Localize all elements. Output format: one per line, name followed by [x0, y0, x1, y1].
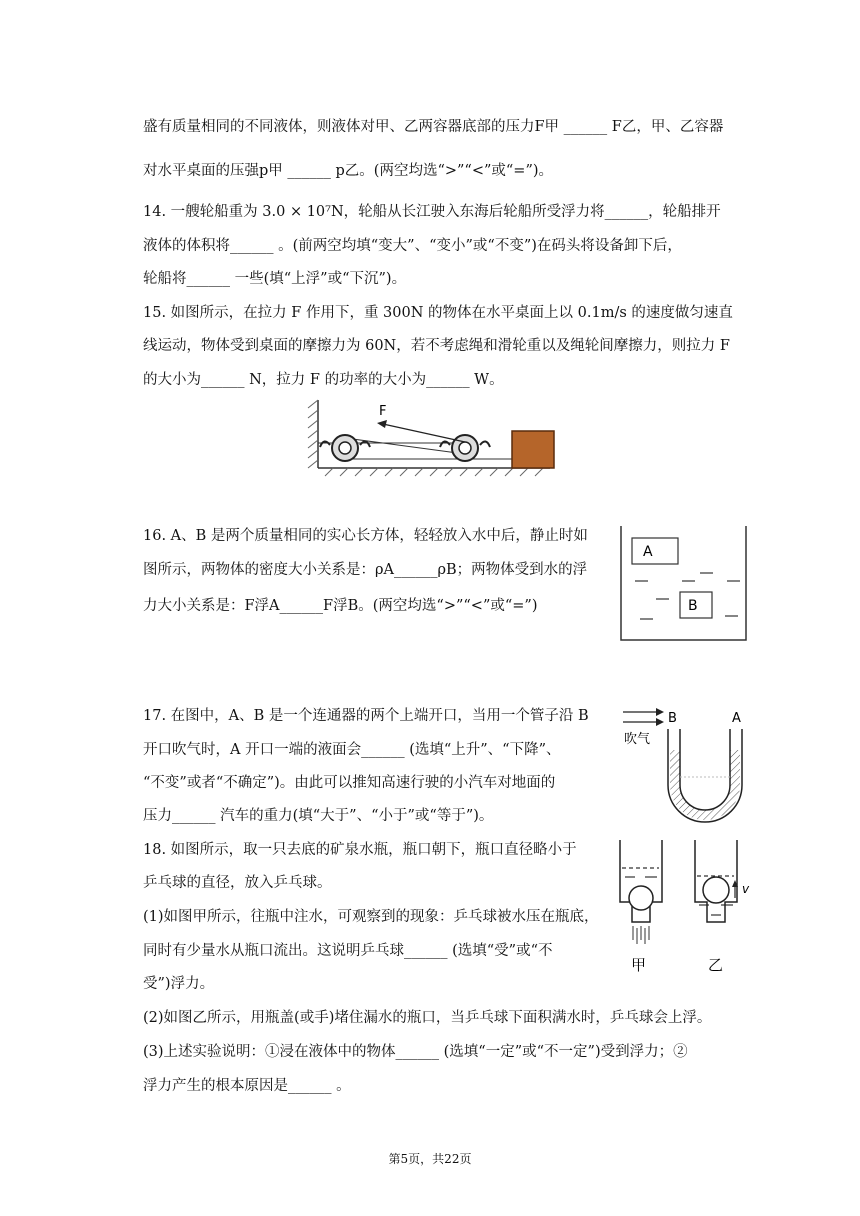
q14-line-2: 液体的体积将______ 。(前两空均填“变大”、“变小”或“不变”)在码头将设备卸下后，	[143, 238, 682, 254]
q17-line-3: “不变”或者“不确定”)。由此可以推知高速行驶的小汽车对地面的	[143, 775, 556, 791]
q15-line-1: 15. 如图所示，在拉力 F 作用下，重 300N 的物体在水平桌面上以 0.1m/s 的速度做匀速直	[143, 305, 733, 321]
q18-line-5: 受”)浮力。	[143, 976, 215, 992]
bottle-left	[620, 840, 662, 974]
q18-line-8: 浮力产生的根本原因是______ 。	[143, 1078, 351, 1094]
opening-a-label: A	[732, 711, 741, 726]
q15-line-2: 线运动，物体受到桌面的摩擦力为 60N，若不考虑绳和滑轮重以及绳轮间摩擦力，则拉力 F	[143, 338, 730, 354]
bottle-right	[695, 840, 750, 974]
q16-line-2: 图所示，两物体的密度大小关系是：ρA______ρB；两物体受到水的浮	[143, 562, 588, 578]
u-tube-figure	[620, 705, 760, 830]
block-b-label: B	[688, 598, 698, 614]
q14-line-1: 14. 一艘轮船重为 3.0 × 10⁷N，轮船从长江驶入东海后轮船所受浮力将______，轮船排开	[143, 204, 721, 220]
q18-line-7: (3)上述实验说明：①浸在液体中的物体______ (选填“一定”或“不一定”)受到浮力；②	[143, 1044, 688, 1060]
q18-line-3: (1)如图甲所示，往瓶中注水，可观察到的现象：乒乓球被水压在瓶底，	[143, 909, 599, 925]
blocks-in-water-figure	[620, 526, 748, 642]
q18-line-4: 同时有少量水从瓶口流出。这说明乒乓球______ (选填“受”或“不	[143, 943, 553, 959]
bottles-figure	[615, 840, 765, 980]
q15-line-3: 的大小为______ N，拉力 F 的功率的大小为______ W。	[143, 372, 504, 388]
bottle-right-label: 乙	[708, 956, 724, 974]
q17-line-2: 开口吹气时，A 开口一端的液面会______ (选填“上升”、“下降”、	[143, 742, 561, 758]
q18-line-2: 乒乓球的直径，放入乒乓球。	[143, 875, 332, 891]
q17-line-4: 压力______ 汽车的重力(填“大于”、“小于”或“等于”)。	[143, 808, 494, 824]
q13-line-1: 盛有质量相同的不同液体，则液体对甲、乙两容器底部的压力F甲 ______ F乙，甲、乙容器	[143, 119, 724, 135]
q16-line-3: 力大小关系是：F浮A______F浮B。(两空均选“>”“<”或“=”)	[143, 598, 538, 614]
blow-label: 吹气	[624, 732, 651, 747]
q18-line-1: 18. 如图所示，取一只去底的矿泉水瓶，瓶口朝下，瓶口直径略小于	[143, 842, 577, 858]
q17-line-1: 17. 在图中，A、B 是一个连通器的两个上端开口，当用一个管子沿 B	[143, 708, 589, 724]
pulley-figure	[305, 398, 550, 480]
q14-line-3: 轮船将______ 一些(填“上浮”或“下沉”)。	[143, 271, 407, 287]
page-footer: 第5页，共22页	[388, 1152, 472, 1166]
block-a-label: A	[643, 544, 653, 560]
q16-line-1: 16. A、B 是两个质量相同的实心长方体，轻轻放入水中后，静止时如	[143, 528, 588, 544]
force-label: F	[379, 404, 387, 419]
velocity-label: v	[742, 882, 750, 896]
q18-line-6: (2)如图乙所示，用瓶盖(或手)堵住漏水的瓶口，当乒乓球下面积满水时，乒乓球会上浮。	[143, 1010, 712, 1026]
bottle-left-label: 甲	[631, 956, 647, 974]
opening-b-label: B	[668, 711, 677, 726]
q13-line-2: 对水平桌面的压强p甲 ______ p乙。(两空均选“>”“<”或“=”)。	[143, 163, 554, 179]
